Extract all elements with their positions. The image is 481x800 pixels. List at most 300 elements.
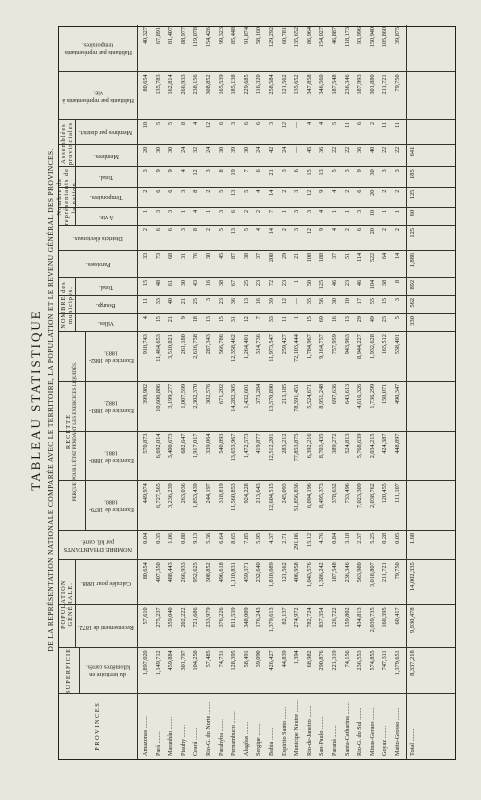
table-cell: 6	[167, 228, 175, 232]
province-name: Alagôas ........	[242, 721, 250, 756]
table-cell: 6	[167, 189, 175, 193]
table-cell: 40	[368, 146, 376, 153]
table-cell: 5	[394, 316, 401, 320]
table-cell: 24	[280, 146, 288, 153]
table-cell: 459,371	[242, 562, 250, 583]
header-group-repr_group	[55, 167, 78, 226]
table-cell: 15	[217, 316, 225, 323]
column-header-repr_total	[76, 167, 136, 187]
table-cell: 2	[394, 228, 401, 232]
table-cell: 30	[154, 146, 162, 153]
column-header-label: A vie.	[98, 213, 114, 221]
table-cell: 259,427	[280, 334, 288, 355]
column-header-label: Districts électoraux.	[73, 235, 123, 243]
table-cell: 15.12	[305, 532, 313, 547]
table-cell: 76	[192, 252, 200, 260]
table-cell: 118,173	[343, 27, 351, 47]
table-cell: 15	[154, 316, 162, 323]
table-cell: 21	[179, 298, 187, 305]
table-cell: 165,539	[217, 74, 225, 95]
table-cell: 8	[394, 279, 401, 284]
table-cell: 39,090	[255, 650, 263, 668]
total-cell: 1,886	[408, 252, 416, 268]
table-cell: 4	[255, 228, 263, 232]
table-cell: 4	[142, 316, 149, 320]
table-cell: 3	[343, 169, 351, 173]
column-header-hab_km	[60, 531, 136, 560]
table-cell: 13,653,967	[230, 433, 238, 462]
column-header-prov	[60, 694, 136, 759]
table-cell: 23	[381, 316, 389, 323]
table-cell: 24	[205, 146, 212, 153]
column-header-temporaires	[76, 188, 136, 208]
table-cell: 5	[242, 189, 250, 193]
table-cell: 24	[179, 146, 187, 153]
table-cell: 208	[268, 252, 275, 263]
table-cell: 5	[217, 228, 225, 232]
table-cell: 39	[230, 146, 238, 153]
table-cell: 301,880	[368, 74, 376, 95]
table-cell: 2	[280, 189, 288, 193]
table-cell: 45	[217, 252, 225, 260]
table-cell: 120,455	[381, 483, 389, 504]
table-cell: 13	[230, 228, 238, 235]
table-cell: 8	[192, 189, 200, 193]
table-cell: 9	[318, 228, 326, 232]
table-cell: 291.06	[293, 532, 301, 550]
table-cell: 1	[179, 209, 187, 214]
table-cell: 671,202	[217, 383, 225, 404]
table-cell: 11	[280, 316, 288, 323]
table-cell: 290,876	[318, 650, 326, 671]
province-name: San-Paulo ........	[318, 716, 326, 756]
table-cell: 176,243	[255, 607, 263, 628]
table-cell: 77,853,875	[293, 433, 301, 462]
table-cell: 1	[381, 209, 389, 214]
table-cell: 15	[305, 169, 313, 176]
table-cell: 0.04	[142, 532, 149, 544]
table-cell: 359,040	[167, 607, 175, 628]
table-cell: 5	[242, 228, 250, 232]
table-cell: 10	[142, 121, 149, 129]
table-cell: 747,311	[381, 650, 389, 671]
table-cell: 12,512,201	[268, 433, 275, 462]
table-cell: 6,094,196	[305, 483, 313, 508]
table-cell: 6,727,565	[154, 483, 162, 508]
table-cell: 424,387	[381, 433, 389, 454]
table-cell: 1,432,601	[242, 383, 250, 409]
table-cell: 12	[192, 169, 200, 176]
table-cell: 14,282,305	[230, 383, 238, 412]
table-cell: 2,034,215	[368, 433, 376, 459]
table-cell: 10	[343, 298, 351, 305]
table-cell: 4	[192, 209, 200, 214]
table-cell: 1.06	[167, 532, 175, 544]
column-header-label: Recensement de 1872.	[78, 623, 134, 631]
table-cell: 104	[368, 279, 376, 290]
header-group-label: RECETTE	[64, 414, 72, 450]
table-cell: 2	[242, 209, 250, 214]
table-cell: 910,743	[142, 334, 149, 355]
column-header-calculee	[76, 560, 136, 605]
table-cell: 697,636	[331, 383, 338, 404]
table-cell: 22	[394, 146, 401, 153]
table-cell: 406,958	[293, 562, 301, 583]
table-cell: 4	[179, 169, 187, 173]
province-name: Municipe Neutre ........	[293, 699, 301, 756]
table-cell: 30	[167, 146, 175, 153]
column-header-label: NOMBRE D'HABITANTS par kil. carré.	[63, 538, 133, 553]
province-name: Santa-Catharina ........	[343, 702, 351, 756]
table-cell: 5	[167, 121, 175, 125]
table-cell: 6	[356, 228, 364, 232]
table-cell: 31	[230, 316, 238, 323]
table-cell: 79,750	[394, 74, 401, 92]
table-cell: 150,071	[381, 383, 389, 404]
table-cell: 39	[268, 298, 275, 305]
table-cell: 6	[255, 121, 263, 125]
table-cell: 15	[142, 279, 149, 287]
table-cell: 187,548	[331, 562, 338, 583]
table-cell: 5.36	[205, 532, 212, 544]
table-cell: 1	[142, 209, 149, 214]
table-cell: 58,491	[242, 650, 250, 668]
table-cell: 1,264,401	[242, 334, 250, 359]
table-cell: 236,346	[343, 562, 351, 583]
table-cell: 261,180	[179, 334, 187, 355]
table-cell: 64	[381, 252, 389, 260]
table-cell: 121,562	[280, 562, 288, 583]
table-cell: 1,386,242	[318, 562, 326, 588]
table-cell: 165,512	[381, 334, 389, 355]
table-cell: 12	[280, 121, 288, 129]
total-cell: 8,337,218	[408, 650, 416, 676]
table-cell: 11	[381, 121, 389, 128]
table-cell: 99,323	[217, 27, 225, 45]
table-cell: 69	[318, 316, 326, 323]
table-cell: 346,560	[318, 74, 326, 95]
table-cell: 5,524,671	[305, 383, 313, 409]
table-cell: 108	[305, 252, 313, 263]
column-header-membres	[76, 145, 136, 168]
table-cell: 3	[179, 228, 187, 232]
table-cell: 49	[368, 316, 376, 323]
table-cell: 540,893	[217, 433, 225, 454]
table-cell: 33	[268, 316, 275, 323]
table-cell: 3	[280, 169, 288, 173]
table-cell: 67	[230, 279, 238, 287]
table-cell: 6	[230, 209, 238, 214]
header-bottom-rule	[137, 25, 138, 759]
table-cell: 43	[192, 279, 200, 287]
table-cell: 14	[394, 252, 401, 260]
table-cell: 160,395	[381, 607, 389, 628]
header-group-sublabel: PERÇUE POUR L'ÉTAT PENDANT LES EXERCICES LIQUIDÉS.	[73, 361, 78, 502]
column-header-label: Exercice de 1879-1880.	[88, 499, 134, 514]
table-cell: 399,982	[142, 383, 149, 404]
table-cell: 16	[255, 298, 263, 305]
table-cell: 4	[318, 209, 326, 214]
table-cell: 61	[167, 279, 175, 287]
table-cell: 15	[305, 316, 313, 323]
table-cell: 943,963	[343, 334, 351, 355]
total-label: Total ........	[408, 728, 416, 756]
table-cell: 5	[217, 189, 225, 193]
column-header-ex_1879	[86, 481, 136, 531]
table-cell: 347,858	[305, 74, 313, 95]
table-cell: 1,810,089	[268, 562, 275, 588]
table-cell: 757,959	[331, 334, 338, 355]
table-cell: 33	[154, 298, 162, 305]
table-cell: 3	[293, 189, 301, 193]
table-cell: 6	[154, 228, 162, 232]
table-cell: 2	[394, 189, 401, 193]
table-cell: 6	[356, 189, 364, 193]
table-cell: 154,027	[318, 27, 326, 48]
total-cell: 60	[408, 209, 416, 217]
table-cell: 1	[293, 279, 301, 284]
table-cell: 114	[356, 252, 364, 262]
table-cell: 15	[381, 298, 389, 305]
table-cell: 159,802	[343, 607, 351, 628]
table-cell: 13	[242, 298, 250, 305]
table-cell: 376,226	[217, 607, 225, 628]
table-cell: 721,686	[192, 607, 200, 628]
total-cell: 14,002,335	[408, 562, 416, 592]
table-cell: 91,874	[242, 27, 250, 45]
table-cell: 81,407	[167, 27, 175, 45]
table-cell: 7	[255, 316, 263, 320]
table-cell: 2,039,735	[368, 607, 376, 633]
table-cell: 121,562	[280, 74, 288, 95]
table-cell: 46	[356, 279, 364, 287]
total-cell: 562	[408, 298, 416, 308]
column-header-label: Exercice de 1880-1881.	[88, 449, 134, 464]
province-name: Bahia ........	[268, 727, 275, 756]
table-cell: 318,819	[217, 483, 225, 504]
table-cell: 3	[142, 169, 149, 173]
page-title: TABLEAU STATISTIQUE	[28, 309, 43, 491]
column-header-ex_1881	[86, 382, 136, 432]
table-cell: 302,576	[205, 383, 212, 404]
table-cell: 213,643	[255, 483, 263, 504]
table-cell: 952,625	[192, 562, 200, 583]
table-cell: 125	[318, 279, 326, 290]
total-cell: 125	[408, 189, 416, 200]
table-cell: —	[293, 121, 301, 129]
table-cell: 211,721	[381, 562, 389, 583]
table-cell: 12,358,462	[230, 334, 238, 363]
table-cell: 1,007,599	[179, 383, 187, 409]
table-cell: 30	[205, 252, 212, 260]
table-cell: 3	[356, 209, 364, 214]
column-header-label: Temporaires.	[89, 194, 123, 202]
table-cell: 1,917,017	[192, 433, 200, 459]
table-cell: 1,932,628	[368, 334, 376, 359]
table-cell: 36	[230, 298, 238, 305]
province-name: Espirito Santo ........	[280, 706, 288, 756]
table-cell: 20	[142, 146, 149, 153]
table-cell: 119,078	[192, 27, 200, 47]
table-cell: 4	[305, 121, 313, 125]
table-cell: 9	[318, 189, 326, 193]
total-row-rule	[406, 25, 407, 759]
table-cell: 6,392,216	[305, 433, 313, 459]
province-name: Ceará ........	[192, 727, 200, 756]
table-cell: 36	[356, 146, 364, 153]
table-cell: 2	[142, 189, 149, 193]
table-cell: 1,784,967	[305, 334, 313, 359]
province-name: Pará ........	[154, 731, 162, 756]
table-cell: 29	[280, 252, 288, 260]
table-cell: 9	[356, 169, 364, 173]
table-cell: 9	[179, 316, 187, 320]
table-cell: 3,400,673	[167, 433, 175, 459]
table-cell: 459,884	[167, 650, 175, 671]
column-header-a_vie	[76, 208, 136, 226]
table-cell: 135,652	[293, 74, 301, 95]
table-cell: 488,443	[167, 562, 175, 583]
table-cell: 4	[192, 121, 200, 125]
table-cell: 2	[343, 189, 351, 193]
table-cell: 44,839	[280, 650, 288, 668]
table-cell: 20	[368, 189, 376, 196]
table-cell: 1	[293, 316, 301, 320]
table-cell: 93,996	[356, 27, 364, 45]
province-name: Goyaz ........	[381, 725, 389, 756]
table-cell: 0.84	[331, 532, 338, 544]
table-cell: 38	[242, 252, 250, 260]
table-cell: 3	[179, 189, 187, 193]
table-cell: 40,327	[142, 27, 149, 45]
table-cell: 287,343	[205, 334, 212, 355]
table-cell: 72,103,444	[293, 334, 301, 363]
table-cell: 51,856,836	[293, 483, 301, 512]
table-cell: 8,495,373	[318, 483, 326, 508]
column-header-label: Membres.	[93, 152, 119, 160]
column-header-villes	[76, 314, 136, 332]
total-cell: 125	[408, 228, 416, 238]
table-cell: 154,426	[205, 27, 212, 48]
table-cell: 11,560,853	[230, 483, 238, 511]
table-cell: 37	[331, 252, 338, 260]
table-cell: 68	[167, 252, 175, 260]
table-cell: 21	[268, 169, 275, 176]
province-name: Parahyba ........	[217, 719, 225, 756]
table-cell: 229,685	[242, 74, 250, 95]
table-cell: 37	[255, 252, 263, 260]
table-cell: 6,692,014	[154, 433, 162, 459]
table-cell: 0.35	[154, 532, 162, 544]
table-cell: 6	[356, 121, 364, 125]
table-cell: 449,974	[142, 483, 149, 504]
table-cell: 88,977	[179, 27, 187, 45]
table-cell: 85,448	[230, 27, 238, 45]
table-cell: 11	[394, 121, 401, 128]
table-cell: 563,980	[356, 562, 364, 583]
table-cell: 19	[230, 169, 238, 176]
table-cell: 232,640	[255, 562, 263, 583]
table-cell: 11	[343, 121, 351, 128]
table-cell: 5.95	[255, 532, 263, 544]
table-cell: 23	[217, 298, 225, 305]
table-cell: 14	[268, 228, 275, 235]
table-cell: 78,591,451	[293, 383, 301, 412]
table-cell: 1,379,651	[394, 650, 401, 676]
province-name: Amazonas ........	[142, 715, 149, 756]
total-cell: 330	[408, 316, 416, 326]
table-cell: 2	[205, 228, 212, 232]
table-cell: 1,394	[293, 650, 301, 665]
table-cell: 12,604,515	[268, 483, 275, 512]
table-cell: 4.76	[318, 532, 326, 544]
table-cell: 135,652	[293, 27, 301, 48]
table-cell: 13	[318, 169, 326, 176]
table-cell: 8	[179, 121, 187, 125]
table-cell: 3	[230, 121, 238, 125]
column-header-label: Habitants par représentants à vie.	[62, 89, 134, 104]
table-cell: 12	[305, 189, 313, 196]
province-name: Pernambuco ........	[230, 711, 238, 756]
table-cell: 30	[242, 146, 250, 153]
table-cell: 12	[205, 121, 212, 129]
table-cell: 3,199,277	[167, 383, 175, 409]
column-header-label: Villes.	[98, 319, 114, 327]
table-cell: 238,156	[192, 74, 200, 95]
page-subtitle: DE LA REPRÉSENTATION NATIONALE COMPARÉE AVEC LE TERRITOIRE, LA POPULATION ET LE REVENU GÉNÉRAL DES PROVINCES.	[46, 148, 55, 652]
column-header-label: Calculée pour 1888.	[80, 579, 131, 587]
table-cell: 116,320	[255, 74, 263, 95]
table-cell: 30	[217, 146, 225, 153]
header-group-label: Nombre de représentants de la nation.	[55, 167, 78, 226]
header-group-label: Assemblées provinciales	[59, 121, 74, 166]
total-cell: 185	[408, 169, 416, 179]
column-header-label: Exercice de 1881-1882.	[88, 399, 134, 415]
province-name: Paraná ........	[331, 725, 338, 756]
table-cell: 8,951,248	[318, 383, 326, 409]
table-cell: 538,401	[394, 334, 401, 355]
table-cell: 8,703,435	[318, 433, 326, 459]
table-cell: 187,993	[356, 74, 364, 95]
table-cell: 202,222	[179, 607, 187, 628]
table-cell: 11	[142, 298, 149, 304]
table-cell: 283,212	[280, 433, 288, 454]
table-cell: 128,395	[230, 650, 238, 671]
column-header-label: Membres par district.	[79, 129, 133, 136]
table-cell: 4	[331, 189, 338, 193]
table-cell: 3,236,239	[167, 483, 175, 508]
table-cell: 274,972	[293, 607, 301, 628]
table-cell: 266,933	[179, 562, 187, 583]
table-cell: 5.25	[368, 532, 376, 544]
table-cell: 7	[268, 209, 275, 214]
table-cell: 60,417	[394, 607, 401, 625]
column-header-districts	[60, 226, 136, 251]
table-cell: 79,750	[394, 562, 401, 580]
table-cell: 3	[205, 298, 212, 302]
table-cell: 3,018,807	[368, 562, 376, 588]
table-cell: 51	[343, 252, 351, 260]
table-cell: 7.85	[242, 532, 250, 544]
table-cell: 6	[242, 121, 250, 125]
table-cell: 244,197	[205, 483, 212, 504]
table-cell: 20	[368, 228, 376, 235]
column-header-mun_total	[76, 278, 136, 296]
column-header-label: Total.	[98, 283, 114, 291]
table-cell: 373,284	[255, 383, 263, 404]
table-cell: 2,616,758	[192, 334, 200, 359]
table-cell: 74,731	[217, 650, 225, 668]
